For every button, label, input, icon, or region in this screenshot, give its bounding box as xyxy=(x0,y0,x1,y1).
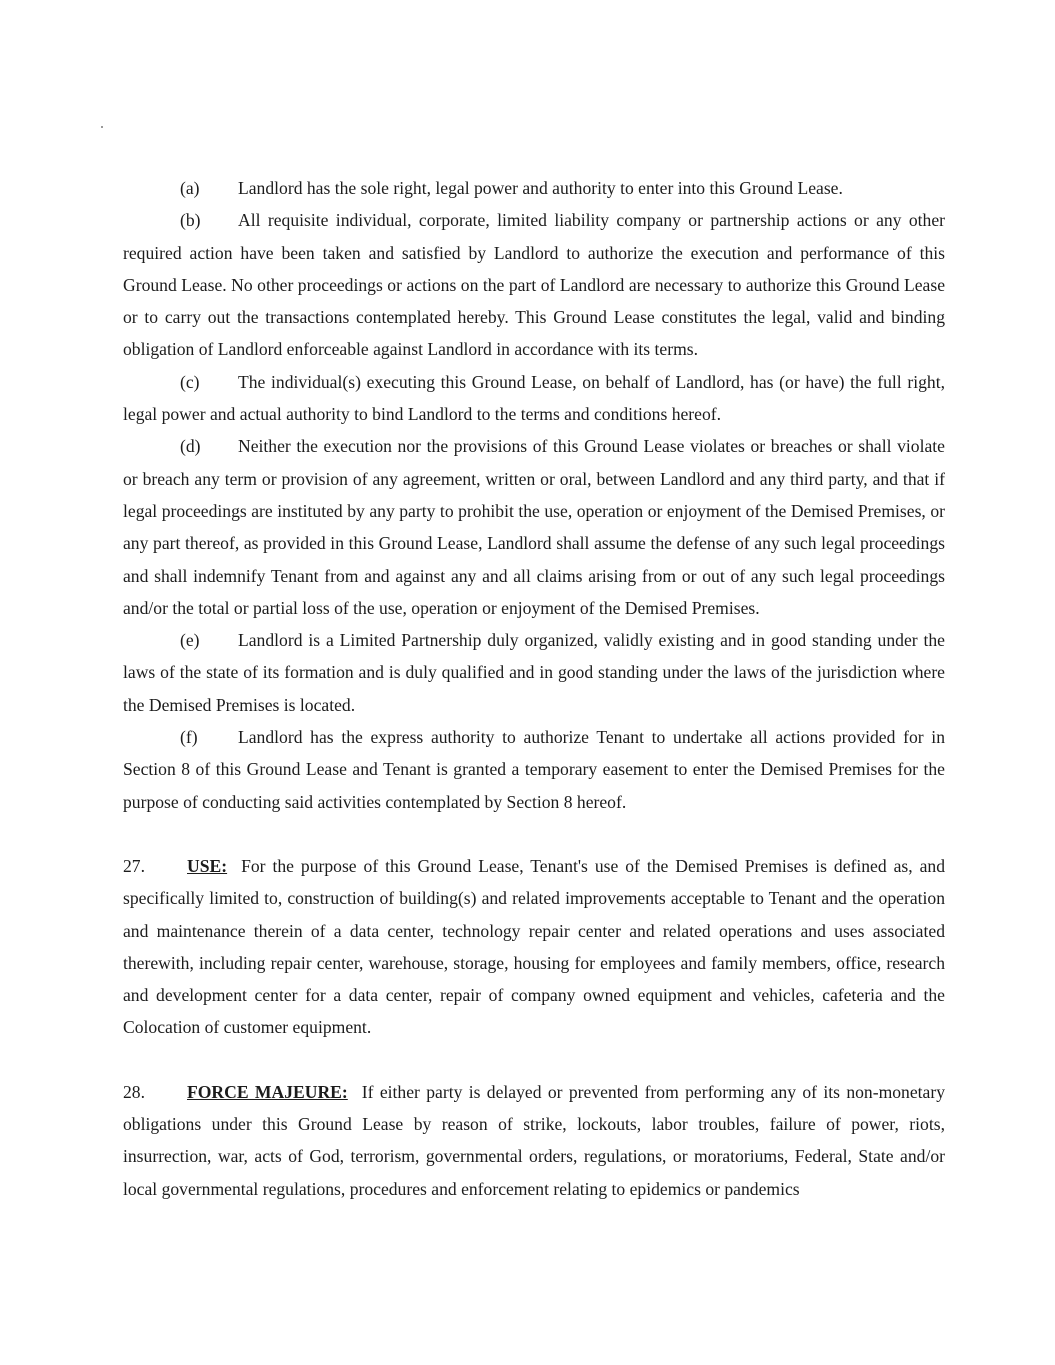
section-text: If either party is delayed or prevented from performing any of its non-monetary obligations under this Ground Lease by reason of strike, lockouts, labor troubles, failure of power, riots, insurrection, war, acts of God, terrorism, governmental orders, regulations, or moratoriums, Federal, State and/or local governmental regulations, procedures and enforcement relating to epidemics or pandemics xyxy=(123,1081,946,1199)
spacer xyxy=(123,818,945,850)
section-number: 27. xyxy=(123,855,145,876)
section-number: 28. xyxy=(123,1081,145,1102)
subsection-e xyxy=(123,624,945,721)
subsection-text: Landlord is a Limited Partnership duly organized, validly existing and in good standing under the laws of the state of its formation and is duly qualified and in good standing under the laws of the jurisdiction where the Demised Premises is located. xyxy=(123,630,945,715)
subsection-d xyxy=(123,430,945,624)
section-text: For the purpose of this Ground Lease, Tenant's use of the Demised Premises is defined as, and specifically limited to, construction of building(s) and related improvements acceptable to Tenant and the operation and maintenance therein of a data center, technology repair center and related operations and uses associated therewith, including repair center, warehouse, storage, housing for employees and family members, office, research and development center for a data center, repair of company owned equipment and vehicles, cafeteria and the Colocation of customer equipment. xyxy=(123,855,945,1038)
spacer xyxy=(123,1044,945,1076)
subsection-label: (b) xyxy=(180,210,201,231)
section-heading: USE: xyxy=(187,855,228,876)
section-27-use xyxy=(123,850,945,1044)
subsection-label: (f) xyxy=(180,727,198,748)
subsection-text: Landlord has the sole right, legal power and authority to enter into this Ground Lease. xyxy=(238,178,843,198)
subsection-text: Landlord has the express authority to authorize Tenant to undertake all actions provided for in Section 8 of this Ground Lease and Tenant is granted a temporary easement to enter the Demised Premises for the purpose of conducting said activities contemplated by Section 8 hereof. xyxy=(123,727,945,812)
subsection-text: The individual(s) executing this Ground Lease, on behalf of Landlord, has (or have) the full right, legal power and actual authority to bind Landlord to the terms and conditions hereof. xyxy=(123,371,945,425)
section-28-force-majeure xyxy=(123,1076,945,1205)
subsection-b xyxy=(123,204,945,365)
subsection-f xyxy=(123,721,945,818)
document-page xyxy=(123,172,945,1205)
subsection-label: (a) xyxy=(180,178,200,198)
subsection-a xyxy=(123,172,945,204)
subsection-c xyxy=(123,366,945,431)
subsection-text: Neither the execution nor the provisions of this Ground Lease violates or breaches or shall violate or breach any term or provision of any agreement, written or oral, between Landlord and any third party, and that if legal proceedings are instituted by any party to prohibit the use, operation or enjoyment of the Demised Premises, or any part thereof, as provided in this Ground Lease, Landlord shall assume the defense of any such legal proceedings and shall indemnify Tenant from and against any and all claims arising from or out of any such legal proceedings and/or the total or partial loss of the use, operation or enjoyment of the Demised Premises. xyxy=(123,436,945,618)
scan-speck xyxy=(101,126,103,128)
section-heading: FORCE MAJEURE: xyxy=(187,1081,348,1102)
subsection-label: (c) xyxy=(180,371,200,392)
subsection-text: All requisite individual, corporate, limited liability company or partnership actions or any other required action have been taken and satisfied by Landlord to authorize the execution and performance of this Ground Lease. No other proceedings or actions on the part of Landlord are necessary to authorize this Ground Lease or to carry out the transactions contemplated hereby. This Ground Lease constitutes the legal, valid and binding obligation of Landlord enforceable against Landlord in accordance with its terms. xyxy=(123,210,945,360)
subsection-label: (e) xyxy=(180,630,200,651)
subsection-label: (d) xyxy=(180,436,201,457)
